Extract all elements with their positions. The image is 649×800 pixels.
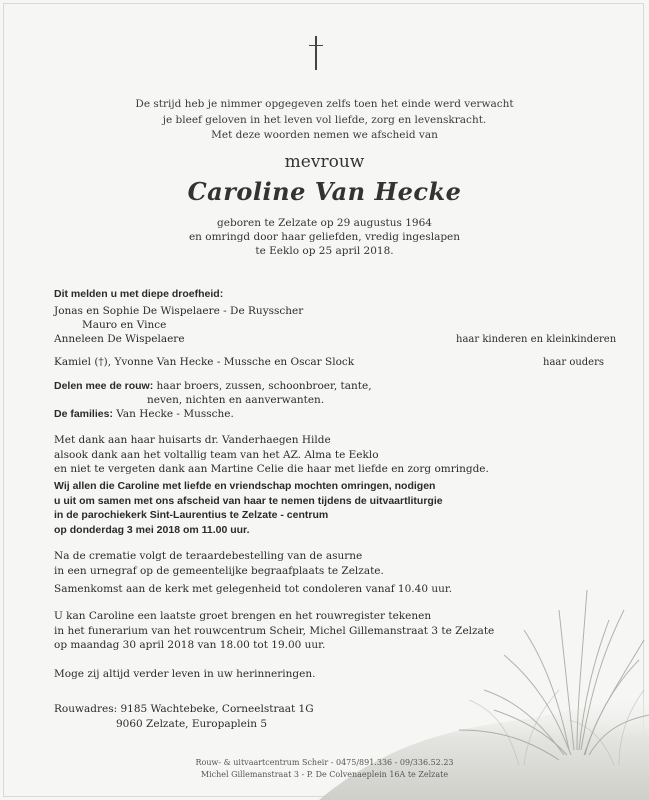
mourning-text: haar broers, zussen, schoonbroer, tante, [153,380,372,392]
service-line: op donderdag 3 mei 2018 om 11.00 uur. [54,523,250,536]
thanks-line: Met dank aan haar huisarts dr. Vanderhaegen Hilde [54,434,331,446]
detail-line: te Eeklo op 25 april 2018. [255,245,394,257]
funeral-home-footer [0,757,649,781]
cremation-line: Na de crematie volgt de teraardebestelling van de asurne [54,550,363,562]
thanks-line: en niet te vergeten dank aan Martine Celie die haar met liefde en zorg omringde. [54,463,489,475]
service-paragraph [54,479,443,537]
families-text: Van Hecke - Mussche. [112,408,234,420]
intro-line: je bleef geloven in het leven vol liefde, zorg en levenskracht. [162,113,487,126]
thanks-paragraph [54,433,489,477]
mourning-line [54,380,372,392]
detail-line: en omringd door haar geliefden, vredig ingeslapen [188,231,461,243]
cross-icon [309,36,323,70]
cremation-paragraph [54,549,384,578]
service-line: Wij allen die Caroline met liefde en vriendschap mochten omringen, nodigen [54,480,436,492]
farewell-line: U kan Caroline een laatste groet brengen en het rouwregister tekenen [54,610,432,622]
mourning-label: Delen mee de rouw: [54,380,154,392]
gathering-text: Samenkomst aan de kerk met gelegenheid tot condoleren vanaf 10.40 uur. [54,583,453,595]
honorific: mevrouw [284,152,365,172]
families-line [54,408,234,420]
service-line: in de parochiekerk Sint-Laurentius te Zelzate - centrum [54,509,329,521]
children-line: Jonas en Sophie De Wispelaere - De Ruysscher [54,305,304,317]
service-line: u uit om samen met ons afscheid van haar te nemen tijdens de uitvaartliturgie [54,494,443,507]
birth-death-details [0,216,649,258]
intro-line: De strijd heb je nimmer opgegeven zelfs toen het einde werd verwacht [135,98,514,110]
children-role: haar kinderen en kleinkinderen [456,334,617,345]
parents-line: Kamiel (†), Yvonne Van Hecke - Mussche en Oscar Slock [54,356,355,368]
grandchildren-line: Mauro en Vince [82,319,167,331]
closing-text: Moge zij altijd verder leven in uw herinneringen. [54,668,316,680]
footer-line: Rouw- & uitvaartcentrum Scheir - 0475/891.336 - 09/336.52.23 [195,758,454,767]
farewell-paragraph [54,609,494,653]
intro-verse [0,97,649,144]
address-1: 9185 Wachtebeke, Corneelstraat 1G [117,703,314,715]
footer-line: Michel Gillemanstraat 3 - P. De Colvenaeplein 16A te Zelzate [200,770,449,779]
announce-heading: Dit melden u met diepe droefheid: [54,288,224,300]
deceased-name: Caroline Van Hecke [187,177,462,206]
children-line: Anneleen De Wispelaere [54,333,185,345]
thanks-line: alsook dank aan het voltallig team van het AZ. Alma te Eeklo [54,448,379,461]
address-label: Rouwadres: [54,703,118,715]
parents-role: haar ouders [543,357,605,368]
intro-line: Met deze woorden nemen we afscheid van [211,129,438,141]
families-label: De families: [54,408,113,420]
detail-line: geboren te Zelzate op 29 augustus 1964 [217,217,432,229]
address-line [54,703,314,715]
address-line-2: 9060 Zelzate, Europaplein 5 [116,718,268,730]
farewell-line: op maandag 30 april 2018 van 18.00 tot 19.00 uur. [54,639,326,651]
mourning-line-2: neven, nichten en aanverwanten. [147,394,325,406]
cremation-line: in een urnegraf op de gemeentelijke begraafplaats te Zelzate. [54,564,384,577]
farewell-line: in het funerarium van het rouwcentrum Scheir, Michel Gillemanstraat 3 te Zelzate [54,624,495,637]
